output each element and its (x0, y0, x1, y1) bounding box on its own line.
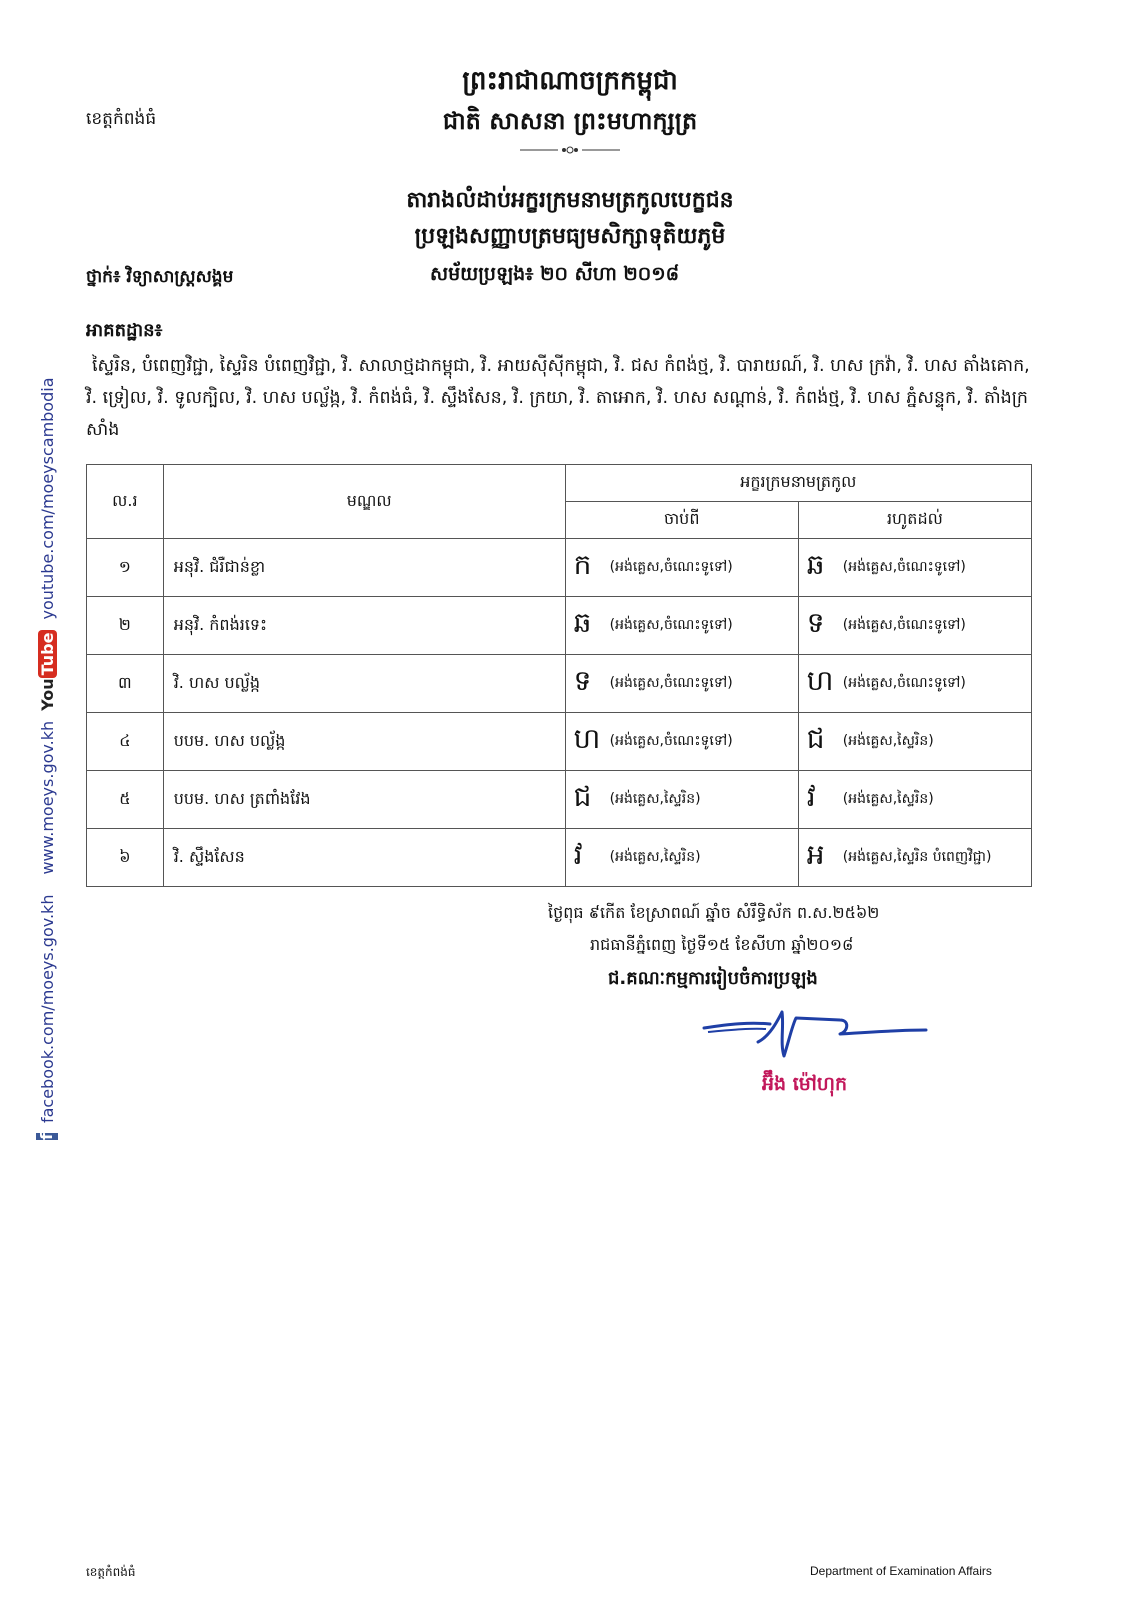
from-letter: ហ (573, 722, 601, 755)
centers-label: អាគតដ្ឋាន៖ (86, 320, 163, 341)
grade-label: ថ្នាក់៖ វិទ្យាសាស្ត្រសង្គម (86, 267, 234, 287)
header-from: ចាប់ពី (565, 502, 798, 539)
province-label: ខេត្តកំពង់ធំ (86, 109, 157, 129)
youtube-tube-label: Tube (38, 630, 57, 679)
youtube-link[interactable]: youtube.com/moeyscambodia (37, 377, 57, 620)
document-title: តារាងលំដាប់អក្ខរក្រមនាមត្រកូលបេក្ខជន (406, 188, 734, 213)
from-letter: ឆ (573, 606, 592, 639)
row-no: ៦ (87, 829, 164, 887)
document-subtitle: ប្រឡងសញ្ញាបត្រមធ្យមសិក្សាទុតិយភូមិ (414, 224, 726, 249)
table-row (87, 771, 1032, 829)
table-row (87, 713, 1032, 771)
header-alphabet: អក្ខរក្រមនាមត្រកូល (565, 465, 1031, 502)
table-row (87, 539, 1032, 597)
to-note: (អង់គ្លេស,ស្ទៃរិន) (842, 733, 934, 749)
table-row (87, 829, 1032, 887)
row-no: ១ (87, 539, 164, 597)
centers-list: ស្ទៃរិន, បំពេញវិជ្ជា, ស្ទៃរិន បំពេញវិជ្ជា, វិ. សាលាថ្មដាកម្ពុជា, វិ. អាយស៊ីស៊ីកម្ពុជា, វិ. ជស កំពង់ថ្ម, វិ. បារាយណ៍, វិ. ហស ក្រវ៉ា, វិ. ហស តាំងគោក, វិ. ទ្រៀល, វិ. ទូលក្បិល, វិ. ហស បល្ល័ង្ក, វិ. កំពង់ធំ, វិ. ស្ទឹងសែន, វិ. ក្រយា, វិ. តាអោក, វិ. ហស សណ្ដាន់, វិ. កំពង់ថ្ម, វិ. ហស ភ្នំសន្ទុក, វិ. តាំងក្រសាំង (86, 356, 1030, 440)
footer-department: Department of Examination Affairs (810, 1564, 992, 1578)
row-center: អនុវិ. ជំរឺជាន់ខ្លា (163, 539, 565, 597)
row-center: បបម. ហស ត្រពាំងវែង (163, 771, 565, 829)
row-center: វិ. ស្ទឹងសែន (163, 829, 565, 887)
ornament-divider-icon (520, 144, 620, 156)
row-center: បបម. ហស បល្ល័ង្ក (163, 713, 565, 771)
social-sidebar (34, 377, 60, 1140)
header-no: ល.រ (87, 465, 164, 539)
facebook-icon[interactable]: f (37, 1133, 56, 1140)
facebook-link[interactable]: facebook.com/moeys.gov.kh (37, 894, 57, 1124)
from-note: (អង់គ្លេស,ចំណេះទូទៅ) (609, 733, 733, 749)
national-motto: ជាតិ សាសនា ព្រះមហាក្សត្រ (442, 107, 698, 135)
row-no: ២ (87, 597, 164, 655)
signature-icon (700, 1006, 940, 1066)
solar-date: រាជធានីភ្នំពេញ ថ្ងៃទី១៥ ខែសីហា ឆ្នាំ២០១៨ (590, 935, 854, 954)
footer-province: ខេត្តកំពង់ធំ (86, 1565, 136, 1579)
row-no: ៥ (87, 771, 164, 829)
to-note: (អង់គ្លេស,ចំណេះទូទៅ) (842, 675, 966, 691)
from-note: (អង់គ្លេស,ចំណេះទូទៅ) (609, 617, 733, 633)
youtube-you-label: You (37, 678, 57, 711)
to-letter: ឆ (806, 548, 825, 581)
to-letter: ហ (806, 664, 834, 697)
youtube-icon[interactable] (38, 630, 57, 711)
kingdom-title: ព្រះរាជាណាចក្រកម្ពុជា (462, 66, 678, 96)
table-row (87, 655, 1032, 713)
from-letter: ជ (573, 780, 592, 813)
row-center: វិ. ហស បល្ល័ង្ក (163, 655, 565, 713)
header-to: រហូតដល់ (798, 502, 1031, 539)
website-link[interactable]: www.moeys.gov.kh (37, 720, 57, 875)
from-letter: ទ (573, 664, 592, 697)
exam-session: សម័យប្រឡង៖ ២០ សីហា ២០១៨ (430, 263, 680, 285)
from-note: (អង់គ្លេស,ចំណេះទូទៅ) (609, 559, 733, 575)
to-note: (អង់គ្លេស,ចំណេះទូទៅ) (842, 559, 966, 575)
to-note: (អង់គ្លេស,ស្ទៃរិន) (842, 791, 934, 807)
lunar-date: ថ្ងៃពុធ ៩កើត ខែស្រាពណ៍ ឆ្នាំច សំរឹទ្ធិស័ក ព.ស.២៥៦២ (548, 903, 880, 922)
from-letter: វ (573, 838, 583, 871)
to-letter: អ (806, 838, 825, 871)
to-letter: ទ (806, 606, 825, 639)
from-note: (អង់គ្លេស,ស្ទៃរិន) (609, 849, 701, 865)
from-letter: ក (573, 548, 592, 581)
to-note: (អង់គ្លេស,ស្ទៃរិន បំពេញវិជ្ជា) (842, 849, 992, 865)
row-center: អនុវិ. កំពង់រទេះ (163, 597, 565, 655)
header-center: មណ្ឌល (163, 465, 565, 539)
to-letter: ជ (806, 722, 825, 755)
signer-name: អ៊ឹង ម៉ៅហុក (762, 1073, 848, 1095)
row-no: ៤ (87, 713, 164, 771)
table-row (87, 597, 1032, 655)
from-note: (អង់គ្លេស,ចំណេះទូទៅ) (609, 675, 733, 691)
row-no: ៣ (87, 655, 164, 713)
allocation-table (86, 464, 1032, 887)
to-note: (អង់គ្លេស,ចំណេះទូទៅ) (842, 617, 966, 633)
to-letter: វ (806, 780, 816, 813)
from-note: (អង់គ្លេស,ស្ទៃរិន) (609, 791, 701, 807)
committee-title: ជ.គណៈកម្មការរៀបចំការប្រឡង (608, 968, 818, 989)
